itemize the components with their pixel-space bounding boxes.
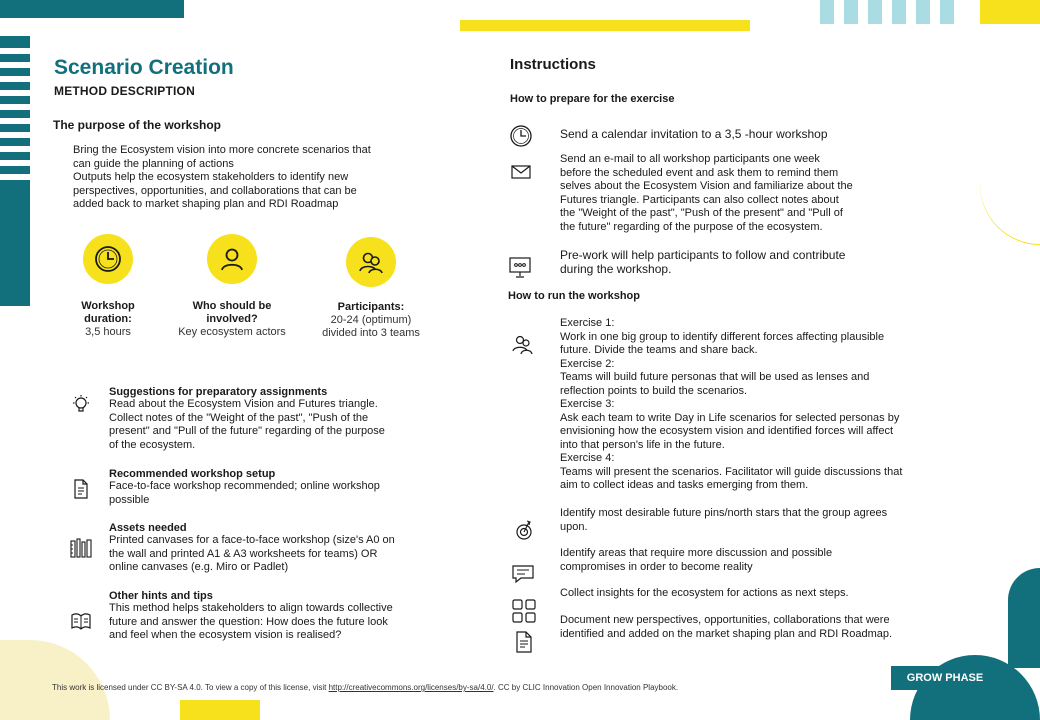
prepare-line: Send an e-mail to all workshop participants one week (560, 153, 820, 165)
clock-icon (509, 124, 533, 148)
exercise-line: reflection points to build the scenarios. (560, 384, 748, 397)
exercise-line: envisioning how the ecosystem vision and identified forces will affect (560, 425, 894, 437)
clock-icon (83, 234, 133, 284)
book-icon (70, 610, 92, 632)
prepare-line: Send a calendar invitation to a 3,5 -hour workshop (560, 127, 828, 141)
purpose-line: perspectives, opportunities, and collaborations that can be (73, 184, 357, 197)
stat-label: duration: (84, 313, 132, 325)
page-subtitle: METHOD DESCRIPTION (54, 84, 195, 98)
suggestions-line: of the ecosystem. (109, 438, 196, 451)
stat-duration-text (58, 300, 158, 339)
prepare-line: before the scheduled event and ask them to remind them (560, 166, 839, 179)
prepare-line: Futures triangle. Participants can also collect notes about (560, 193, 839, 206)
target-icon (512, 518, 536, 542)
setup-line: possible (109, 493, 150, 506)
exercise-line: future. Divide the teams and share back. (560, 344, 758, 356)
phase-badge: GROW PHASE (891, 666, 999, 690)
hints-section (109, 590, 449, 643)
assets-line: Printed canvases for a face-to-face workshop (size's A0 on (109, 534, 395, 546)
exercise-line: Teams will build future personas that will be used as lenses and (560, 371, 870, 383)
suggestions-line: Read about the Ecosystem Vision and Futures triangle. (109, 398, 378, 410)
exercise-line: Exercise 3: (560, 398, 615, 410)
assets-title: Assets needed (109, 522, 187, 534)
run-line: compromises in order to become reality (560, 560, 753, 573)
lightbulb-icon (70, 394, 92, 416)
run-line: Collect insights for the ecosystem for actions as next steps. (560, 587, 849, 599)
purpose-line: can guide the planning of actions (73, 157, 234, 170)
purpose-heading: The purpose of the workshop (53, 118, 222, 132)
stat-involved (207, 234, 257, 284)
prepare-heading: How to prepare for the exercise (510, 93, 675, 105)
presentation-icon (508, 255, 532, 279)
prepare-item-prework (560, 249, 980, 276)
decor-top-right-stripes (820, 0, 960, 24)
tools-icon (69, 537, 91, 559)
suggestions-section (109, 386, 449, 452)
purpose-text (73, 144, 433, 212)
exercise-line: Work in one big group to identify different forces affecting plausible (560, 330, 885, 343)
decor-bottom-yellow (180, 700, 260, 720)
stat-duration (83, 234, 133, 284)
license-text: This work is licensed under CC BY-SA 4.0. To view a copy of this license, visit (52, 683, 329, 692)
stat-involved-text (162, 300, 302, 339)
decor-right-arc-inner (980, 24, 1040, 244)
run-line: upon. (560, 520, 588, 533)
hints-title: Other hints and tips (109, 590, 213, 602)
suggestions-title: Suggestions for preparatory assignments (109, 386, 328, 398)
prepare-item-email (560, 153, 980, 234)
suggestions-line: Collect notes of the "Weight of the past", "Push of the (109, 411, 369, 424)
decor-left-stripes (0, 40, 30, 180)
stat-value: divided into 3 teams (322, 327, 420, 339)
exercise-line: Teams will present the scenarios. Facilitator will guide discussions that (560, 465, 903, 478)
decor-top-yellow-bar (460, 20, 750, 31)
stat-value: 3,5 hours (85, 326, 131, 338)
exercise-line: aim to collect ideas and tasks emerging from them. (560, 479, 809, 491)
prepare-line: the "Weight of the past", "Push of the present" and "Pull of (560, 207, 843, 219)
purpose-line: Bring the Ecosystem vision into more concrete scenarios that (73, 144, 371, 156)
stat-label: Who should be (192, 300, 272, 312)
exercise-line: Exercise 1: (560, 317, 615, 329)
stat-label: Participants: (337, 301, 405, 313)
run-line: Identify areas that require more discussion and possible (560, 547, 833, 559)
exercise-line: Exercise 4: (560, 452, 615, 464)
people-icon (346, 237, 396, 287)
license-footer (52, 683, 678, 692)
setup-section (109, 468, 449, 507)
instructions-title: Instructions (510, 56, 596, 73)
prepare-line: Pre-work will help participants to follow and contribute (560, 248, 846, 262)
exercise-line: Ask each team to write Day in Life scenarios for selected personas by (560, 411, 900, 424)
stat-participants-text (306, 301, 436, 340)
run-item-document (560, 614, 970, 641)
stat-label: Workshop (81, 300, 135, 312)
stat-value: Key ecosystem actors (178, 326, 286, 338)
person-icon (207, 234, 257, 284)
purpose-line: added back to market shaping plan and RDI Roadmap (73, 198, 339, 210)
run-item-insights (560, 587, 970, 601)
decor-top-left-bar (0, 0, 184, 18)
run-item-pins (560, 507, 970, 534)
assets-line: online canvases (e.g. Miro or Padlet) (109, 561, 289, 573)
hints-line: and feel when the ecosystem vision is realised? (109, 629, 342, 641)
document-icon (513, 630, 537, 654)
run-item-areas (560, 547, 970, 574)
page-title: Scenario Creation (54, 56, 234, 79)
suggestions-line: present" and "Pull of the future" regarding of the purpose (109, 425, 385, 437)
run-line: Identify most desirable future pins/north stars that the group agrees (560, 507, 888, 519)
decor-right-teal (1008, 568, 1040, 668)
license-link[interactable]: http://creativecommons.org/licenses/by-sa/4.0/ (328, 683, 494, 692)
hints-line: This method helps stakeholders to align towards collective (109, 602, 393, 614)
run-line: Document new perspectives, opportunities, collaborations that were (560, 614, 890, 626)
license-text-after: . CC by CLIC Innovation Open Innovation Playbook. (493, 683, 679, 692)
run-line: identified and added on the market shaping plan and RDI Roadmap. (560, 627, 893, 640)
assets-line: the wall and printed A1 & A3 worksheets for teams) OR (109, 547, 378, 560)
setup-line: Face-to-face workshop recommended; online workshop (109, 480, 380, 492)
exercises-block (560, 317, 970, 493)
document-icon (70, 478, 92, 500)
exercise-line: into that person's life in the future. (560, 438, 725, 451)
people-icon (511, 332, 535, 356)
purpose-line: Outputs help the ecosystem stakeholders to identify new (73, 171, 349, 183)
setup-title: Recommended workshop setup (109, 468, 276, 480)
exercise-line: Exercise 2: (560, 357, 615, 370)
hints-line: future and answer the question: How does the future look (109, 615, 388, 628)
stat-participants (346, 237, 396, 287)
prepare-line: the future" regarding of the purpose of the ecosystem. (560, 220, 823, 233)
stat-label: involved? (206, 313, 258, 325)
grid-icon (511, 598, 535, 622)
stat-value: 20-24 (optimum) (330, 314, 412, 326)
prepare-item-calendar (560, 128, 980, 142)
assets-section (109, 522, 449, 575)
envelope-icon (509, 160, 533, 184)
prepare-line: selves about the Ecosystem Vision and familiarize about the (560, 180, 853, 192)
run-heading: How to run the workshop (508, 290, 640, 302)
prepare-line: during the workshop. (560, 261, 672, 276)
decor-bottom-left-cream (0, 640, 110, 720)
chat-icon (511, 562, 535, 586)
